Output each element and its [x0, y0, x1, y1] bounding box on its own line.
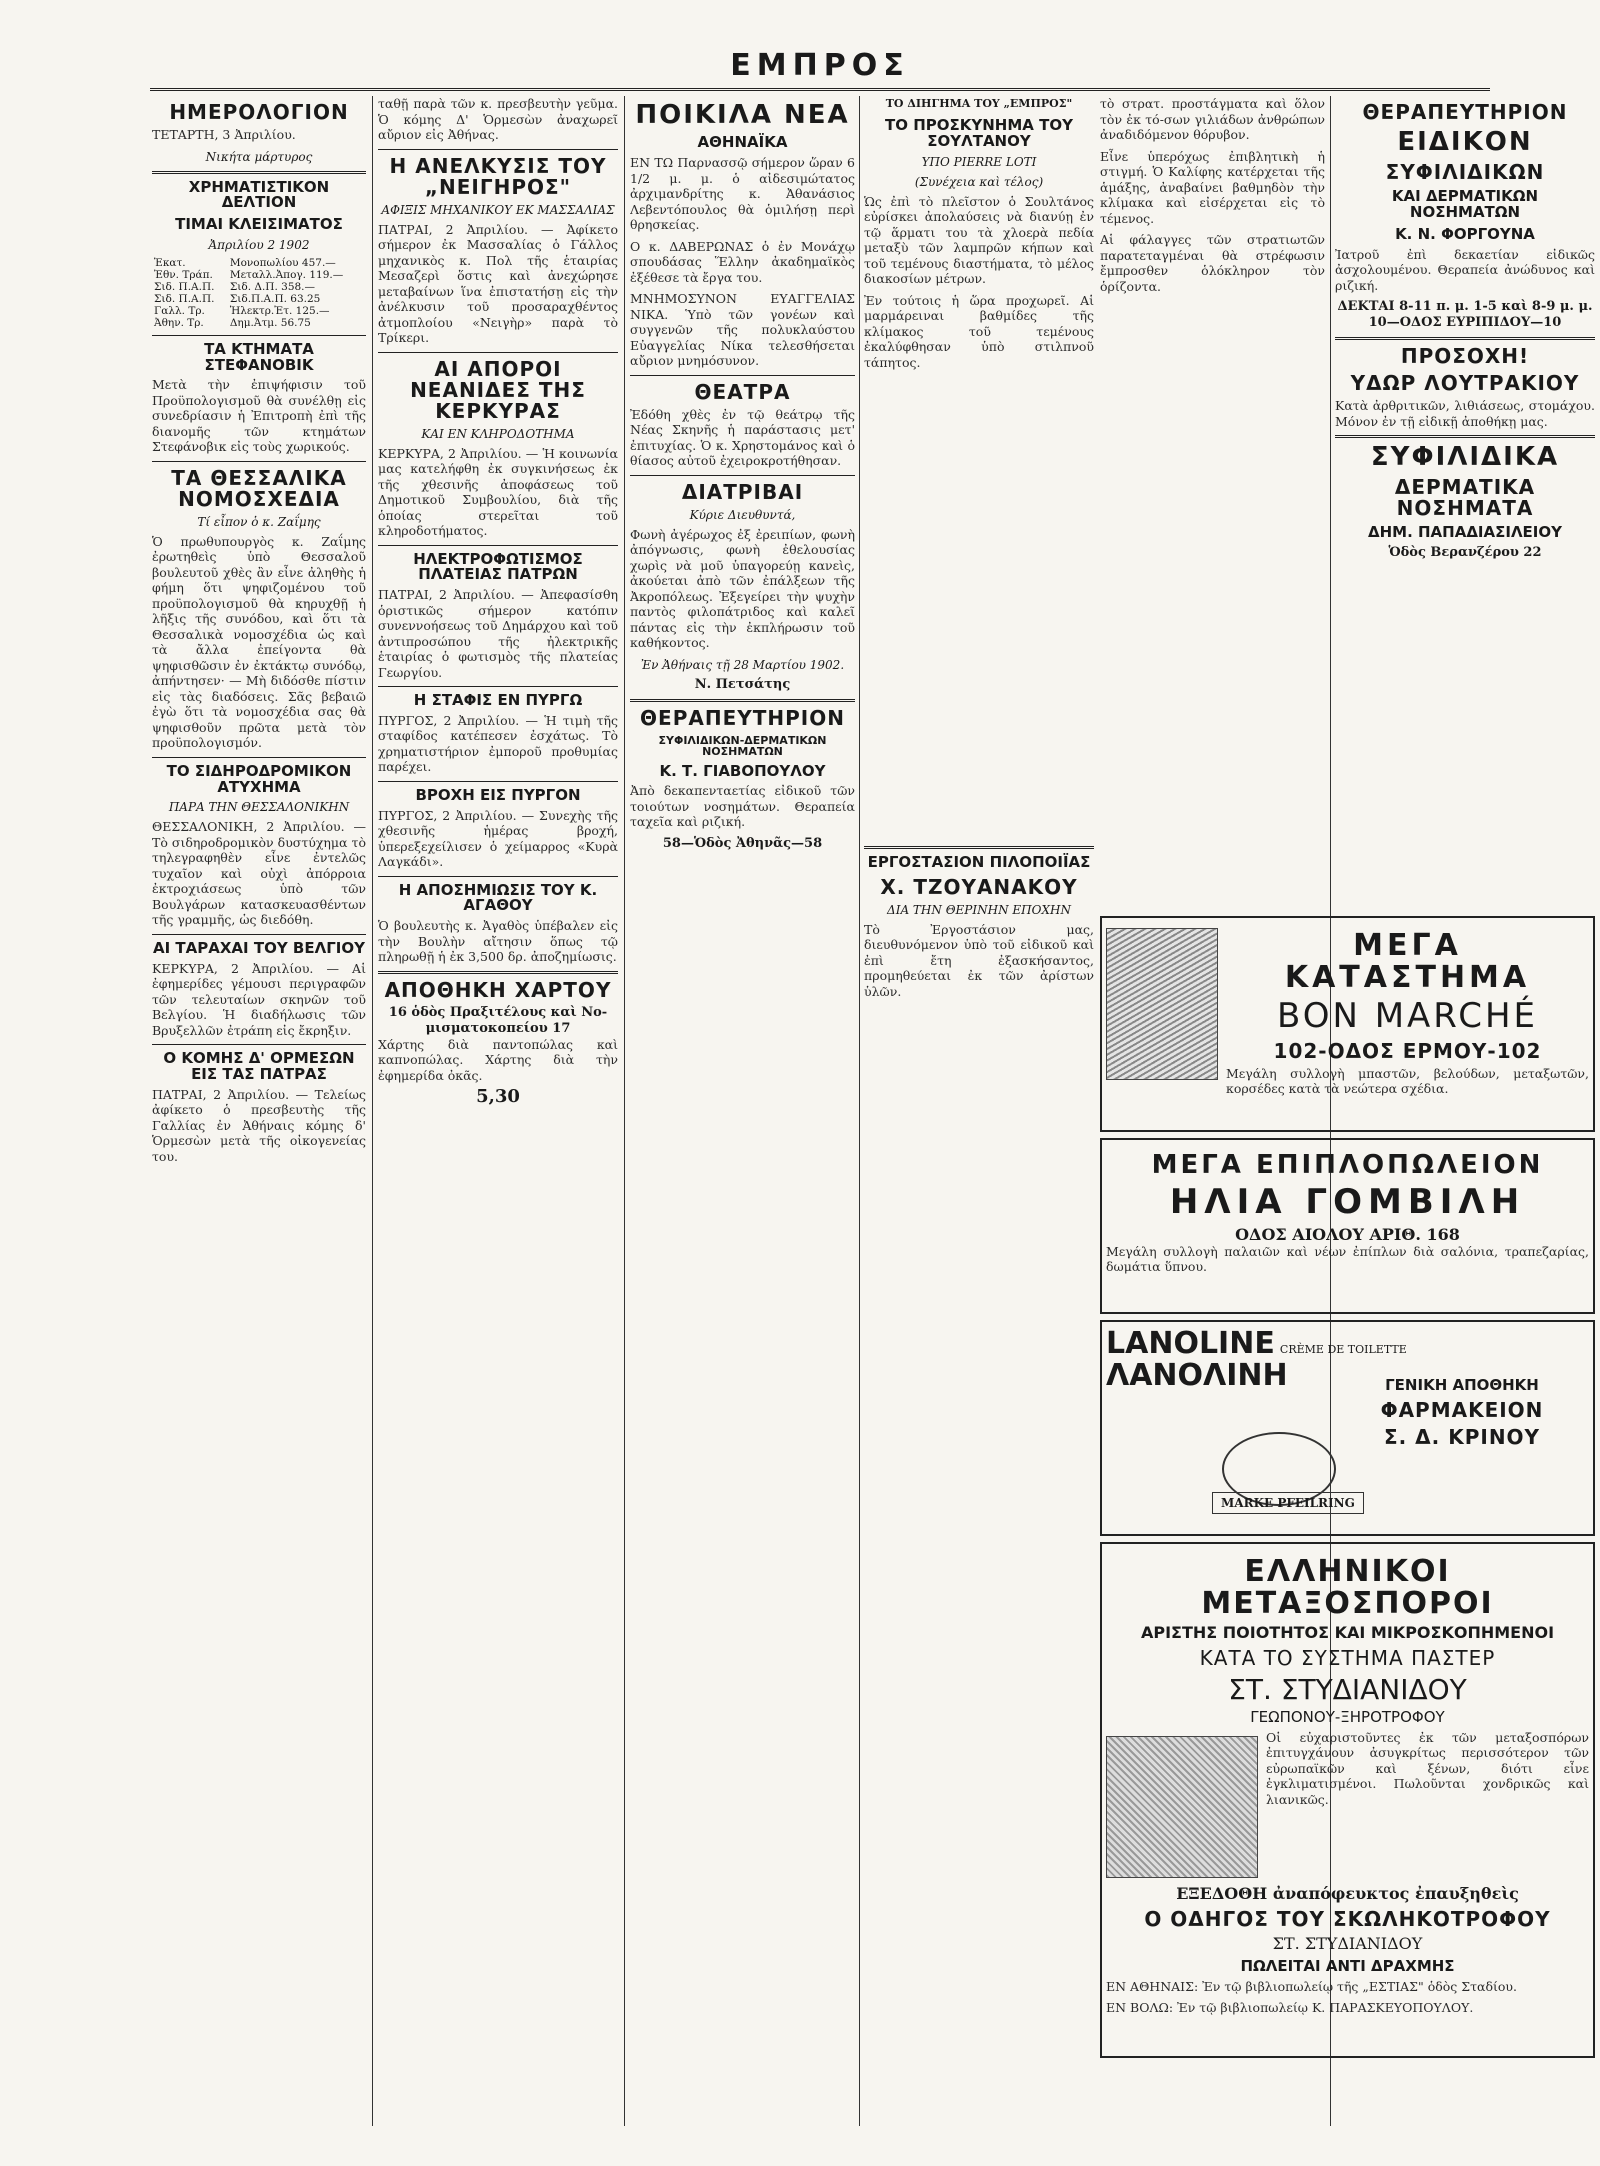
stock-heading: ΧΡΗΜΑΤΙΣΤΙΚΟΝ ΔΕΛΤΙΟΝ [188, 177, 330, 212]
ad-silkworm-quality: ΑΡΙΣΤΗΣ ΠΟΙΟΤΗΤΟΣ ΚΑΙ ΜΙΚΡΟΣΚΟΠΗΜΕΝΟΙ [1140, 1623, 1555, 1642]
ad-guide-athens: ΕΝ ΑΘΗΝΑΙΣ: Ἐν τῷ βιβλιοπωλείῳ τῆς „ΕΣΤΙΑΣ" ὁδὸς Σταδίου. [1106, 1978, 1517, 1994]
ad-hat-factory [864, 840, 1094, 1156]
article-text: τὸ στρατ. προστάγματα καὶ ὅλον τὸν ἐκ τό-σων γιλιάδων ἀνθρώπων ἀναδιδόμενον θόρυβον. [1100, 96, 1325, 142]
ad-bm-address: 102-ΟΔΟΣ ΕΡΜΟΥ-102 [1273, 1038, 1542, 1063]
ad-lanoline-latin: LANOLINE [1106, 1326, 1275, 1361]
author-byline: ΥΠΟ PIERRE LOTI [921, 154, 1037, 169]
column-rule [624, 96, 625, 2126]
headline-belgium: ΑΙ ΤΑΡΑΧΑΙ ΤΟΥ ΒΕΛΓΙΟΥ [153, 938, 365, 957]
article-text: ΠΥΡΓΟΣ, 2 Ἀπριλίου. — Ἡ τιμὴ τῆς σταφίδος κατέπεσεν ἐσχάτως. Τὸ χρηματιστήριον ἐμποροῦ προθυμίας παρέχει. [378, 712, 618, 775]
article-text: ΚΕΡΚΥΡΑ, 2 Ἀπριλίου. — Αἱ ἐφημερίδες γέμουσι περιγραφῶν τῶν τελευταίων σκηνῶν τοῦ Βελγίου. Ἡ διαδήλωσις τῶν Βρυξελλῶν ἐτράπη εἰς ἔκρηξιν. [152, 960, 366, 1038]
ad-clinic-heading: ΘΕΡΑΠΕΥΤΗΡΙΟΝ [1362, 100, 1568, 124]
article-text: ΠΑΤΡΑΙ, 2 Ἀπριλίου. — Ἀπεφασίσθη ὁριστικῶς σήμερον κατόπιν συνεννοήσεως τοῦ Δημάρχου καὶ τοῦ ἀντιπροσώπου τῆς ἠλεκτρικῆς ἑταιρίας ὁ φωτισμὸς τῆς πλατείας Γεωργίου. [378, 587, 618, 680]
divider [152, 335, 366, 336]
ad-guide-author: ΣΤ. ΣΤΥΔΙΑΝΙΔΟΥ [1272, 1933, 1423, 1953]
column-3 [630, 96, 855, 2126]
article-text: Ἐδόθη χθὲς ἐν τῷ θεάτρῳ τῆς Νέας Σκηνῆς ἡ παράστασις μετ' ἐπιτυχίας. Ὁ κ. Χρηστομάνος καὶ ὁ θίασος αὐτοῦ ἐχειροκροτήθησαν. [630, 406, 855, 469]
article-text: Ὡς ἐπὶ τὸ πλεῖστον ὁ Σουλτάνος εὐρίσκει ἀπολαύσεις νὰ διανύῃ ἐν τῷ ἅρματι του τὰ χλοερὰ πεδία μεταξὺ τῶν λαμπρῶν κήπων καὶ τοῦ τεμένους διαστήματα, τὸ μέλος διακοσίων μέτρων. [864, 193, 1094, 286]
divider [378, 686, 618, 687]
ad-loutraki-water: ΥΔΩΡ ΛΟΥΤΡΑΚΙΟΥ [1350, 371, 1580, 396]
ad-lanoline-pharmacy [1342, 1372, 1582, 1452]
article-text: ΜΝΗΜΟΣΥΝΟΝ ΕΥΑΓΓΕΛΙΑΣ ΝΙΚΑ. Ὑπὸ τῶν γονέων καὶ συγγενῶν τῆς πολυκλαύστου Εὐαγγελίας Νίκα τελεσθήσεται αὔριον μνημόσυνον. [630, 291, 855, 369]
divider [152, 171, 366, 174]
article-text: Φωνὴ ἀγέρωχος ἐξ ἐρειπίων, φωνὴ ἀπόγνωσις, φωνὴ ἐθελουσίας χωρὶς νὰ μοῦ ὑπαγορεύῃ κανεὶς, ἀκούεται ἀπὸ τῶν ἐπάλξεων τῆς Ἀκροπόλεως. Ἐξεγείρει τὴν ψυχὴν παντὸς φιλοπάτριδος καὶ καλεῖ πάντας εἰς τὴν ἐκπλήρωσιν τοῦ καθήκοντος. [630, 526, 855, 651]
article-text: ταθῇ παρὰ τῶν κ. πρεσβευτὴν γεῦμα. Ὁ κόμης Δ' Ὁρμεσὼν ἀναχωρεῖ αὔριον εἰς Ἀθήνας. [378, 96, 618, 142]
calendar-date: ΤΕΤΑΡΤΗ, 3 Ἀπριλίου. [152, 127, 296, 142]
headline-compensation: Η ΑΠΟΣΗΜΙΩΣΙΣ ΤΟΥ Κ. ΑΓΑΘΟΥ [398, 880, 598, 915]
divider [378, 149, 618, 150]
closing-prices-heading: ΤΙΜΑΙ ΚΛΕΙΣΙΜΑΤΟΣ [175, 215, 343, 233]
column-rule [859, 96, 860, 2126]
divider [152, 757, 366, 758]
headline-railway: ΤΟ ΣΙΔΗΡΟΔΡΟΜΙΚΟΝ ΑΤΥΧΗΜΑ [166, 761, 352, 796]
ad-silkworm [1100, 1542, 1595, 2058]
article-text: Ἐν τούτοις ἡ ὥρα προχωρεῖ. Αἱ μαρμάρειναι βαθμίδες τῆς κλίμακος τοῦ τεμένους ἐκαλύφθησαν ὑπὸ στιλπνοῦ τάπητος. [864, 292, 1094, 370]
masthead [150, 48, 1490, 91]
article-text: Αἱ φάλαγγες τῶν στρατιωτῶν παρατεταγμέναι θὰ στρέφωσιν ἔμπροσθεν ὁλόκληρον τὸν ὁρίζοντα. [1100, 232, 1325, 294]
column-rule [372, 96, 373, 2126]
headline-electric-lighting: ΗΛΕΚΤΡΟΦΩΤΙΣΜΟΣ ΠΛΑΤΕΙΑΣ ΠΑΤΡΩΝ [413, 549, 583, 584]
ad-hat-season: ΔΙΑ ΤΗΝ ΘΕΡΙΝΗΝ ΕΠΟΧΗΝ [887, 902, 1071, 917]
divider [630, 699, 855, 702]
ad-text: Ἀπὸ δεκαπενταετίας εἰδικοῦ τῶν τοιούτων νοσημάτων. Θεραπεία ταχεῖα καὶ ριζική. [630, 783, 855, 830]
ad-text: Τὸ Ἐργοστάσιον μας, διευθυνόμενον ὑπὸ τοῦ εἰδικοῦ καὶ ἐπὶ ἔτη ἐξασκήσαντος, προμηθεύεται ἐκ τῶν ἀρίστων ὑλῶν. [864, 921, 1094, 999]
headline-pilgrimage: ΤΟ ΠΡΟΣΚΥΝΗΜΑ ΤΟΥ ΣΟΥΛΤΑΝΟΥ [885, 116, 1073, 150]
ad-lanoline-pharmacy-title: ΦΑΡΜΑΚΕΙΟΝ [1380, 1397, 1544, 1422]
divider [152, 934, 366, 935]
headline-poikila: ΠΟΙΚΙΛΑ ΝΕΑ [635, 100, 850, 130]
ad-bm-name: BON MARCHÉ [1276, 996, 1539, 1036]
divider [630, 475, 855, 476]
divider [378, 876, 618, 877]
divider [1335, 435, 1595, 438]
ad-silkworm-profession: ΓΕΩΠΟΝΟΥ-ΞΗΡΟΤΡΟΦΟΥ [1250, 1708, 1445, 1727]
subheadline: Τί εἶπον ὁ κ. Ζαΐμης [197, 514, 321, 529]
table-row: Ἀθην. Τρ. Δημ.Ἀτμ. 56.75 [154, 316, 311, 329]
ad-clinic-hours: ΔΕΚΤΑΙ 8-11 π. μ. 1-5 καὶ 8-9 μ. μ. [1337, 299, 1593, 315]
article-text: Εἶνε ὑπερόχως ἐπιβλητικὴ ἡ στιγμή. Ὁ Καλίφης κατέρχεται τῆς ἁμάξης, ἀναβαίνει βαθμηδὸν τὴν κλίμακα καὶ εἰσέρχεται εἰς τὸ τέμενος. [1100, 148, 1325, 226]
article-text: Ο κ. ΔΑΒΕΡΩΝΑΣ ὁ ἐν Μονάχῳ σπουδάσας Ἕλλην ἀκαδημαϊκὸς ἐξέθεσε τὰ ἔργα του. [630, 238, 855, 285]
story-kicker: ΤΟ ΔΙΗΓΗΜΑ ΤΟΥ „ΕΜΠΡΟΣ" [885, 97, 1073, 110]
ad-silkworm-title: ΕΛΛΗΝΙΚΟΙ ΜΕΤΑΞΟΣΠΟΡΟΙ [1201, 1554, 1494, 1621]
table-row: Ἐθν. Τράπ. Μεταλλ.Ἀπογ. 119.— [154, 268, 344, 281]
ad-lanoline-store: ΓΕΝΙΚΗ ΑΠΟΘΗΚΗ [1385, 1376, 1539, 1394]
continuation-note: (Συνέχεια καὶ τέλος) [914, 174, 1044, 189]
signature-date: Ἐν Ἀθήναις τῇ 28 Μαρτίου 1902. [640, 657, 845, 672]
subheadline: ΚΑΙ ΕΝ ΚΛΗΡΟΔΟΤΗΜΑ [421, 426, 575, 441]
article-text: Ὁ πρωθυπουργὸς κ. Ζαΐμης ἐρωτηθεὶς ὑπὸ Θεσσαλοῦ βουλευτοῦ χθὲς ἂν εἶνε ἀληθὴς ἡ φήμη ὅτι ψηφιζομένου τοῦ προϋπολογισμοῦ θὰ κηρυχθῇ ἡ λῆξις τῆς συνόδου, καὶ ὅτι τὰ Θεσσαλικὰ νομοσχέδια ὡς καὶ τὰ ἄλλα ἐπείγοντα θὰ ψηφισθῶσιν ἐν ἐκτάκτῳ συνόδῳ, ἀπήντησεν· — Μὴ διδόσθε πίστιν εἰς τὰς διαδόσεις. Σᾶς βεβαιῶ ἐγὼ ὅτι τὰ νομοσχέδια σας θὰ ψηφισθοῦν πρῶτα μετὰ τὸν προϋπολογισμόν. [152, 533, 366, 751]
ad-price: 5,30 [476, 1086, 520, 1107]
article-text: Ὁ βουλευτὴς κ. Ἀγαθὸς ὑπέβαλεν εἰς τὴν Βουλὴν αἴτησιν ὅπως τῷ πληρωθῇ ἡ ἐκ 3,500 δρ. ἀποζημίωσις. [378, 918, 618, 964]
ad-silkworm-system: ΚΑΤΑ ΤΟ ΣΥΣΤΗΜΑ ΠΑΣΤΕΡ [1199, 1645, 1496, 1670]
divider [864, 846, 1094, 849]
article-text: ΚΕΡΚΥΡΑ, 2 Ἀπριλίου. — Ἡ κοινωνία μας κατελήφθη ἐκ συγκινήσεως ἐκ τῆς χθεσινῆς ἀποφάσεως τοῦ Δημοτικοῦ Συμβουλίου, διὰ τῆς ὁποίας στερεῖται τοῦ κληροδοτήματος. [378, 445, 618, 538]
article-text: ΘΕΣΣΑΛΟΝΙΚΗ, 2 Ἀπριλίου. — Τὸ σιδηροδρομικὸν δυστύχημα τὸ τηλεγραφηθὲν εἶνε ἐντελῶς τυχαῖον καὶ οὐχὶ ἀπόρροια ἐκτροχιάσεως ὑπὸ τῶν Βουλγάρων κατασκευασθέντων τῆς γραμμῆς, ὡς διεδόθη. [152, 819, 366, 928]
article-text: ΕΝ ΤΩ Παρνασσῷ σήμερον ὥραν 6 1/2 μ. μ. ὁ αἰδεσιμώτατος ἀρχιμανδρίτης κ. Ἀθανάσιος Λεβεντόπουλος θὰ ὁμιλήσῃ περὶ θρησκείας. [630, 155, 855, 233]
table-row: Ἑκατ. Μονοπωλίου 457.— [154, 256, 336, 269]
ad-clinic-address: 58—Ὁδὸς Ἀθηνᾶς—58 [662, 835, 823, 851]
article-text: ΠΑΤΡΑΙ, 2 Ἀπριλίου. — Τελείως ἀφίκετο ὁ πρεσβευτὴς τῆς Γαλλίας ἐν Ἀθήναις κόμης δ' Ὁρμεσὼν μετὰ τῆς οἰκογενείας του. [152, 1086, 366, 1164]
calendar-saint: Νικήτα μάρτυρος [205, 149, 313, 164]
headline-corfu: ΑΙ ΑΠΟΡΟΙ ΝΕΑΝΙΔΕΣ ΤΗΣ ΚΕΡΚΥΡΑΣ [410, 356, 586, 423]
ad-clinic: ΘΕΡΑΠΕΥΤΗΡΙΟΝ [640, 705, 845, 730]
table-row: Σιδ. Π.Α.Π. Σιδ. Δ.Π. 358.— [154, 280, 316, 293]
subheadline: ΠΑΡΑ ΤΗΝ ΘΕΣΣΑΛΟΝΙΚΗΝ [168, 800, 350, 815]
divider [1335, 337, 1595, 340]
headline-stefanovik: ΤΑ ΚΤΗΜΑΤΑ ΣΤΕΦΑΝΟΒΙΚ [204, 339, 314, 374]
ad-attention: ΠΡΟΣΟΧΗ! [1400, 344, 1530, 369]
divider [152, 461, 366, 462]
ad-hat-name: Χ. ΤΖΟΥΑΝΑΚΟΥ [880, 874, 1078, 899]
ad-lanoline-greek: ΛΑΝΟΛΙΝΗ [1106, 1357, 1288, 1393]
column-1 [152, 96, 366, 2126]
ad-gomvili-address: ΟΔΟΣ ΑΙΟΛΟΥ ΑΡΙΘ. 168 [1235, 1224, 1460, 1244]
ad-lanoline [1100, 1320, 1595, 1536]
pfeilring-mark: MARKE PFEILRING [1212, 1492, 1364, 1514]
article-text: Μετὰ τὴν ἐπιψήφισιν τοῦ Προϋπολογισμοῦ θὰ συνέλθῃ εἰς συνεδρίασιν ἡ Ἐπιτροπὴ ἐπὶ τῆς διανομῆς τῶν κτημάτων Στεφάνοβικ εἰς τοὺς χωρικούς. [152, 377, 366, 455]
ad-bon-marche [1100, 916, 1595, 1132]
masthead-title: ΕΜΠΡΟΣ [730, 48, 910, 83]
headline-theatres: ΘΕΑΤΡΑ [694, 379, 791, 404]
subheadline-athenian: ΑΘΗΝΑΪΚΑ [697, 133, 788, 152]
ad-silkworm-published: ΕΞΕΔΟΘΗ ἀναπόφευκτος ἐπαυξηθεὶς [1176, 1883, 1519, 1903]
ad-gomvili-name: ΗΛΙΑ ΓΟΜΒΙΛΗ [1169, 1182, 1526, 1223]
ad-guide-title: Ο ΟΔΗΓΟΣ ΤΟΥ ΣΚΩΛΗΚΟΤΡΟΦΟΥ [1144, 1906, 1551, 1931]
salutation: Κύριε Διευθυντά, [689, 507, 796, 522]
ad-gomvili-title: ΜΕΓΑ ΕΠΙΠΛΟΠΩΛΕΙΟΝ [1151, 1150, 1544, 1180]
ad-text: Κατὰ ἀρθριτικῶν, λιθιάσεως, στομάχου. Μόνον ἐν τῇ εἰδικῇ ἀποθήκῃ μας. [1335, 398, 1595, 429]
ad-clinic-diseases: ΚΑΙ ΔΕΡΜΑΤΙΚΩΝ ΝΟΣΗΜΑΤΩΝ [1391, 187, 1539, 222]
ad-address: Ὁδὸς Βερανζέρου 22 [1388, 545, 1542, 561]
article-text: ΠΑΤΡΑΙ, 2 Ἀπριλίου. — Ἀφίκετο σήμερον ἐκ Μασσαλίας ὁ Γάλλος μηχανικὸς κ. Πολ τῆς ἑταιρίας Μεσαζερὶ ὅστις καὶ ἀνεχώρησε μεταβαίνων ἵνα ἐπιστατήσῃ εἰς τὴν ἀνέλκυσιν τοῦ προσαραχθέντος ἀτμοπλοίου «Νειγὴρ» παρὰ τὸ Τρίκερι. [378, 221, 618, 345]
ad-doctor-name: ΔΗΜ. ΠΑΠΑΔΙΑΣΙΛΕΙΟΥ [1367, 523, 1562, 542]
ad-skin-diseases: ΔΕΡΜΑΤΙΚΑ ΝΟΣΗΜΑΤΑ [1394, 475, 1536, 521]
ad-paper-store: ΑΠΟΘΗΚΗ ΧΑΡΤΟΥ [384, 977, 612, 1002]
divider [630, 375, 855, 376]
ad-clinic-doctor: Κ. Ν. ΦΟΡΓΟΥΝΑ [1395, 224, 1535, 243]
divider [378, 352, 618, 353]
closing-prices-date: Ἀπριλίου 2 1902 [208, 237, 310, 252]
ad-guide-volos: ΕΝ ΒΟΛΩ: Ἐν τῷ βιβλιοπωλείῳ Κ. ΠΑΡΑΣΚΕΥΟΠΟΥΛΟΥ. [1106, 2000, 1474, 2016]
column-5 [1100, 96, 1325, 836]
ad-text: Μεγάλη συλλογὴ παλαιῶν καὶ νέων ἐπίπλων διὰ σαλόνια, τραπεζαρίας, δωμάτια ὕπνου. [1106, 1243, 1589, 1275]
headline-thessaly-bills: ΤΑ ΘΕΣΣΑΛΙΚΑ ΝΟΜΟΣΧΕΔΙΑ [171, 465, 347, 511]
ad-lanoline-owner: Σ. Δ. ΚΡΙΝΟΥ [1383, 1424, 1541, 1449]
headline-raisin: Η ΣΤΑΦΙΣ ΕΝ ΠΥΡΓΩ [413, 691, 583, 709]
signature-name: Ν. Πετσάτης [694, 676, 791, 692]
ad-clinic-sub: ΣΥΦΙΛΙΔΙΚΩΝ-ΔΕΡΜΑΤΙΚΩΝ ΝΟΣΗΜΑΤΩΝ [658, 733, 827, 759]
ad-text: Μεγάλη συλλογὴ μπαστῶν, βελούδων, μεταξωτῶν, κορσέδες κατὰ τὰ νεώτερα σχέδια. [1226, 1065, 1589, 1097]
ad-clinic-name: Κ. Τ. ΓΙΑΒΟΠΟΥΛΟΥ [659, 761, 826, 780]
ad-syphilis: ΣΥΦΙΛΙΔΙΚΑ [1370, 442, 1560, 473]
subheadline: ΑΦΙΞΙΣ ΜΗΧΑΝΙΚΟΥ ΕΚ ΜΑΣΣΑΛΙΑΣ [381, 202, 615, 217]
silkworm-illustration [1106, 1736, 1258, 1878]
headline-rain: ΒΡΟΧΗ ΕΙΣ ΠΥΡΓΟΝ [415, 785, 581, 804]
divider [378, 971, 618, 974]
divider [378, 545, 618, 546]
ad-bm-title: ΜΕΓΑ ΚΑΤΑΣΤΗΜΑ [1284, 928, 1531, 995]
table-row: Γαλλ. Τρ. Ἡλεκτρ.Ἐτ. 125.— [154, 304, 330, 317]
ad-hat-heading: ΕΡΓΟΣΤΑΣΙΟΝ ΠΙΛΟΠΟΙΪΑΣ [867, 853, 1091, 871]
column-4 [864, 96, 1094, 836]
ads-block [1100, 910, 1595, 2130]
headline-diatribes: ΔΙΑΤΡΙΒΑΙ [681, 479, 804, 504]
divider [378, 781, 618, 782]
ad-text: Χάρτης διὰ παντοπώλας καὶ καπνοπώλας. Χάρτης διὰ τὴν ἐφημερίδα ὀκᾶς. [378, 1036, 618, 1083]
calendar-heading: ΗΜΕΡΟΛΟΓΙΟΝ [169, 100, 349, 124]
headline-neiger: Η ΑΝΕΛΚΥΣΙΣ ΤΟΥ „ΝΕΙΓΗΡΟΣ" [389, 153, 607, 199]
ad-clinic-special: ΕΙΔΙΚΟΝ [1397, 127, 1533, 157]
ad-clinic-address: 10—ΟΔΟΣ ΕΥΡΙΠΙΔΟΥ—10 [1368, 315, 1562, 331]
ad-guide-price: ΠΩΛΕΙΤΑΙ ΑΝΤΙ ΔΡΑΧΜΗΣ [1240, 1956, 1455, 1975]
ad-address: 16 ὁδὸς Πραξιτέλους καὶ Νο-μισματοκοπείου 17 [388, 1004, 608, 1036]
column-6 [1335, 96, 1595, 896]
corset-illustration [1106, 928, 1218, 1080]
ad-gomvili [1100, 1138, 1595, 1314]
column-2 [378, 96, 618, 2126]
rates-table [152, 257, 366, 329]
article-text: ΠΥΡΓΟΣ, 2 Ἀπριλίου. — Συνεχὴς τῆς χθεσινῆς ἡμέρας βροχή, ὑπερεξεχείλισεν ὁ χείμαρρος «Κυρὰ Λαγκάδι». [378, 807, 618, 869]
ad-silkworm-name: ΣΤ. ΣΤΥΔΙΑΝΙΔΟΥ [1228, 1672, 1467, 1706]
divider [152, 1044, 366, 1045]
headline-ormesson: Ο ΚΟΜΗΣ Δ' ΟΡΜΕΣΩΝ ΕΙΣ ΤΑΣ ΠΑΤΡΑΣ [163, 1049, 355, 1083]
table-row: Σιδ. Π.Α.Π. Σιδ.Π.Α.Π. 63.25 [154, 292, 321, 305]
ad-clinic-syphilis: ΣΥΦΙΛΙΔΙΚΩΝ [1385, 160, 1545, 185]
ad-text: Ἰατροῦ ἐπὶ δεκαετίαν εἰδικῶς ἀσχολουμένου. Θεραπεία ἀνώδυνος καὶ ριζική. [1335, 246, 1595, 293]
ad-text: Οἱ εὐχαριστοῦντες ἐκ τῶν μεταξοσπόρων ἐπιτυγχάνουν ἀσυγκρίτως περισσότερον τῶν εὐρωπαϊκῶν καὶ ξένων, διότι εἶνε ἐγκλιματισμένοι. Πωλοῦνται χονδρικῶς καὶ λιανικῶς. [1266, 1729, 1589, 1807]
ad-lanoline-creme: CRÈME DE TOILETTE [1279, 1343, 1407, 1356]
